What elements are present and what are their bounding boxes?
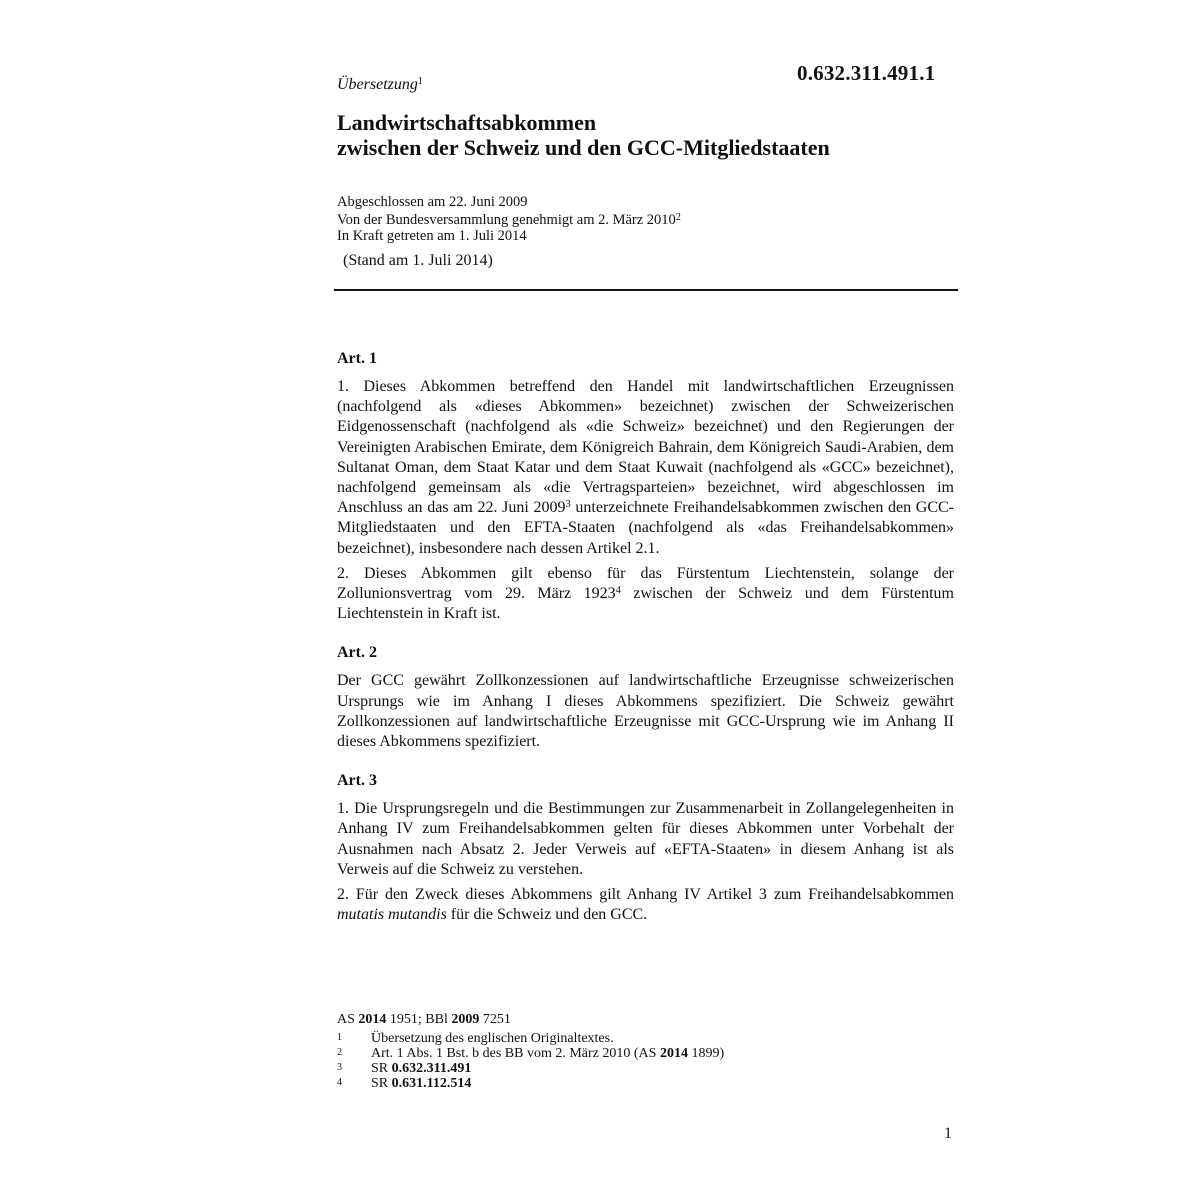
footnote-ref-3[interactable]: 3 (565, 499, 571, 511)
as-prefix: AS (337, 1012, 359, 1027)
approved-date (337, 210, 957, 228)
footnote-2-text-a: Art. 1 Abs. 1 Bst. b des BB vom 2. März 2010 (AS (371, 1046, 660, 1061)
footnote-1-text: Übersetzung des englischen Originaltextes. (371, 1031, 614, 1046)
footnote-2-bold: 2014 (659, 1046, 688, 1061)
document-meta (337, 194, 957, 244)
footnote-1-number: 1 (337, 1032, 342, 1043)
sr-number: 0.632.311.491.1 (797, 61, 936, 85)
footnote-4-prefix: SR (371, 1076, 392, 1091)
as-year: 2014 (358, 1012, 387, 1027)
header-divider (334, 289, 958, 291)
footnote-4-sr-link[interactable]: 0.631.112.514 (391, 1076, 472, 1091)
article-2-paragraph-1: Der GCC gewährt Zollkonzessionen auf landwirtschaftliche Erzeugnisse schweizerischen Ursprungs wie im Anhang I dieses Abkommens spezifiziert. Die Schweiz gewährt Zollkonzessionen auf landwirtschaftliche Erzeugnisse mit GCC-Ursprung wie im Anhang II dieses Abkommens spezifiziert. (337, 672, 954, 751)
article-3-title: Art. 3 (337, 772, 377, 790)
article-1-paragraph-1-text-a: 1. Dieses Abkommen betreffend den Handel mit landwirtschaftlichen Erzeugnissen (nachfolgend als «dieses Abkommen» bezeichnet) zwischen der Schweizerischen Eidgenossenschaft (nachfolgend als «die Schweiz» bezeichnet) und den Regierungen der Vereinigten Arabischen Emirate, dem Königreich Bahrain, dem Königreich Saudi-Arabien, dem Sultanat Oman, dem Staat Katar und dem Staat Kuwait (nachfolgend als «GCC» bezeichnet), nachfolgend gemeinsam als «die Vertragsparteien» bezeichnet, wird abgeschlossen im Anschluss an das am 22. Juni 2009 (337, 378, 954, 517)
article-1-paragraph-2 (337, 564, 954, 625)
article-3-paragraph-1: 1. Die Ursprungsregeln und die Bestimmungen zur Zusammenarbeit in Zollangelegenheiten in Anhang IV zum Freihandelsabkommen gelten für dieses Abkommen unter Vorbehalt der Ausnahmen nach Absatz 2. Jeder Verweis auf «EFTA-Staaten» in diesem Anhang ist als Verweis auf die Schweiz zu verstehen. (337, 800, 954, 878)
bbl-page: 7251 (479, 1012, 511, 1027)
article-3 (337, 771, 954, 925)
article-1-paragraph-2-text-b: zwischen der Schweiz und dem Fürstentum Liechtenstein in Kraft ist. (337, 585, 954, 623)
footnote-4-text (371, 1076, 954, 1091)
translation-label (337, 76, 423, 94)
article-3-paragraph-2-text-b: für die Schweiz und den GCC. (446, 906, 648, 924)
footnote-2-number: 2 (337, 1047, 342, 1058)
footnote-ref-1[interactable]: 1 (417, 76, 423, 87)
footnote-2-text (371, 1046, 954, 1061)
footnote-4 (337, 1076, 954, 1091)
footnote-3-number: 3 (337, 1062, 342, 1073)
article-1-paragraph-1-text-b: unterzeichnete Freihandelsabkommen zwischen den GCC-Mitgliedstaaten und den EFTA-Staaten (nachfolgend als «das Freihandelsabkommen» bezeichnet), insbesondere nach dessen Artikel 2.1. (337, 499, 955, 557)
footnote-4-number: 4 (337, 1077, 342, 1088)
concluded-date: Abgeschlossen am 22. Juni 2009 (337, 194, 528, 210)
as-page: 1951; BBl (386, 1012, 452, 1027)
footnote-3-text (371, 1061, 954, 1076)
footnote-3 (337, 1061, 954, 1076)
footnote-3-prefix: SR (371, 1061, 392, 1076)
document-body (337, 349, 954, 944)
footnote-ref-4[interactable]: 4 (615, 585, 621, 597)
article-2 (337, 643, 954, 752)
footnotes (337, 1012, 954, 1091)
document-title (337, 110, 957, 160)
article-1 (337, 349, 954, 624)
title-line-2: zwischen der Schweiz und den GCC-Mitgliedstaaten (337, 135, 830, 160)
approved-date-text: Von der Bundesversammlung genehmigt am 2. März 2010 (337, 212, 676, 228)
footnote-3-sr-link[interactable]: 0.632.311.491 (391, 1061, 472, 1076)
article-2-title: Art. 2 (337, 644, 377, 662)
article-1-paragraph-1 (337, 377, 954, 559)
page-number: 1 (944, 1125, 952, 1142)
bbl-year: 2009 (451, 1012, 480, 1027)
article-1-paragraph-2-text-a: 2. Dieses Abkommen gilt ebenso für das Fürstentum Liechtenstein, solange der Zollunionsvertrag vom 29. März 1923 (337, 564, 954, 603)
footnote-2-text-b: 1899) (687, 1046, 725, 1061)
article-3-paragraph-2 (337, 885, 954, 925)
footnote-ref-2[interactable]: 2 (675, 212, 681, 223)
as-reference (337, 1012, 954, 1027)
footnote-2 (337, 1046, 954, 1061)
article-1-title: Art. 1 (337, 350, 377, 367)
in-force-date: In Kraft getreten am 1. Juli 2014 (337, 228, 527, 244)
stand-date: (Stand am 1. Juli 2014) (343, 252, 493, 269)
title-line-1: Landwirtschaftsabkommen (337, 110, 597, 135)
translation-label-text: Übersetzung (337, 76, 418, 93)
article-3-paragraph-2-text-a: 2. Für den Zweck dieses Abkommens gilt Anhang IV Artikel 3 zum Freihandelsabkommen (337, 886, 954, 904)
article-3-paragraph-2-italic: mutatis mutandis (337, 906, 447, 924)
footnote-1 (337, 1031, 954, 1046)
